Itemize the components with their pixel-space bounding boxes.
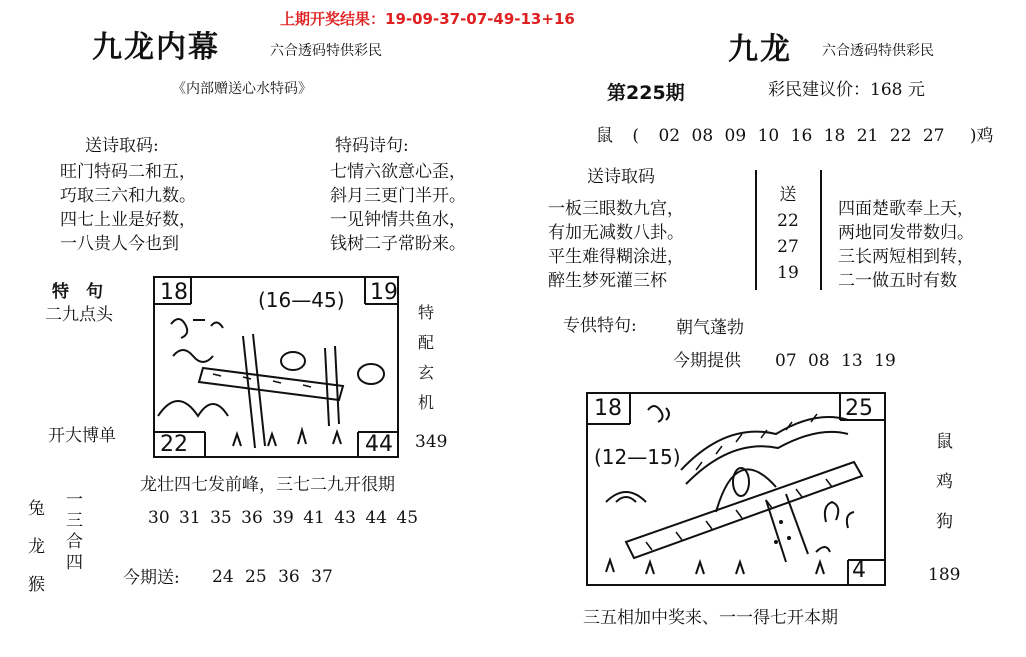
last-result-banner: 上期开奖结果：19-09-37-07-49-13+16	[280, 10, 575, 28]
poem-line: 七情六欲意心歪，	[330, 162, 466, 182]
right-subtitle: 六合透码特供彩民	[822, 43, 934, 59]
left-drawing-corner-tr: 19	[370, 280, 398, 305]
left-big-draw: 开大博单	[48, 426, 116, 446]
poem-line: 有加无减数八卦。	[548, 223, 684, 243]
left-dragon-line: 龙壮四七发前峰，三七二九开很期	[140, 475, 395, 495]
left-special-phrase: 二九点头	[45, 305, 113, 325]
poem-line: 四七上业是好数，	[60, 210, 196, 230]
right-special-phrase: 朝气蓬勃	[676, 318, 744, 338]
left-zodiac-numbers	[66, 490, 83, 574]
number: 13	[841, 351, 863, 371]
left-special-phrase-label: 特 句	[52, 282, 103, 302]
number: 18	[823, 126, 846, 146]
poem-line: 三长两短相到转，	[838, 247, 974, 267]
send-column-border-right	[820, 170, 822, 290]
left-send-poem-heading: 送诗取码:	[85, 136, 159, 156]
right-rat-row: 鼠 ( 02 08 09 10 16 18 21 22 27 )鸡	[596, 126, 994, 146]
right-title: 九龙	[728, 32, 792, 67]
left-special-poem-heading: 特码诗句:	[335, 136, 409, 156]
rooster-label: 鸡	[976, 126, 994, 146]
left-gift-label: 《内部赠送心水特码》	[172, 81, 312, 97]
match-char: 特	[417, 303, 434, 322]
left-zodiac-column	[28, 490, 45, 604]
poem-line: 平生难得糊涂进，	[548, 247, 684, 267]
left-drawing-corner-br: 44	[365, 432, 393, 457]
send-number: 19	[777, 263, 799, 283]
right-drawing-corner-tl: 18	[594, 396, 622, 421]
right-provide-label: 今期提供	[673, 351, 741, 371]
poem-line: 旺门特码二和五，	[60, 162, 196, 182]
left-subtitle: 六合透码特供彩民	[270, 43, 382, 59]
right-drawing-sketch	[586, 392, 886, 586]
right-drawing-note: (12—15)	[594, 445, 681, 469]
poem-line: 一板三眼数九宫，	[548, 199, 684, 219]
right-price: 彩民建议价：168 元	[768, 80, 925, 100]
number: 22	[889, 126, 912, 146]
poem-line: 四面楚歌奉上天，	[838, 199, 974, 219]
zodiac: 猴	[28, 575, 45, 595]
number: 09	[724, 126, 747, 146]
number: 36	[241, 508, 263, 528]
number: 31	[179, 508, 201, 528]
left-send-poem	[60, 160, 196, 256]
match-char: 玄	[417, 363, 434, 382]
left-special-poem	[330, 160, 466, 256]
left-title: 九龙内幕	[92, 30, 220, 65]
zodiac: 兔	[28, 499, 45, 519]
left-today-numbers	[212, 567, 333, 587]
left-drawing-corner-tl: 18	[160, 280, 188, 305]
right-special-phrase-label: 专供特句:	[563, 316, 637, 336]
number: 24	[212, 567, 234, 587]
right-side-zodiac-column	[936, 422, 953, 542]
zodiac-number: 一	[66, 490, 83, 510]
zodiac-number: 四	[66, 553, 83, 573]
number: 27	[922, 126, 945, 146]
right-send-column	[757, 182, 819, 286]
left-match-label	[414, 298, 438, 418]
number: 30	[148, 508, 170, 528]
right-poem-left	[548, 197, 684, 293]
number: 08	[808, 351, 830, 371]
number: 45	[396, 508, 419, 528]
poem-line: 一见钟情共鱼水，	[330, 210, 466, 230]
left-drawing-corner-bl: 22	[160, 432, 188, 457]
poem-line: 钱树二子常盼来。	[330, 234, 466, 254]
number: 25	[245, 567, 267, 587]
left-number-row	[148, 508, 418, 528]
right-bottom-line: 三五相加中奖来、一一得七开本期	[583, 608, 838, 628]
match-char: 机	[417, 393, 434, 412]
right-provide-numbers	[775, 351, 896, 371]
left-match-number: 349	[415, 432, 448, 452]
right-side-number: 189	[928, 565, 961, 585]
poem-line: 两地同发带数归。	[838, 223, 974, 243]
number: 19	[874, 351, 896, 371]
poem-line: 一八贵人今也到	[60, 234, 179, 254]
number: 08	[691, 126, 714, 146]
number: 10	[757, 126, 780, 146]
number: 44	[365, 508, 387, 528]
rat-label: 鼠	[596, 126, 613, 146]
right-drawing-corner-tr: 25	[845, 396, 873, 421]
number: 35	[210, 508, 232, 528]
zodiac: 龙	[28, 537, 45, 557]
number: 07	[775, 351, 797, 371]
number: 21	[856, 126, 879, 146]
match-char: 配	[417, 333, 434, 352]
number: 43	[334, 508, 356, 528]
zodiac-number: 合	[66, 532, 83, 552]
send-number: 27	[777, 237, 799, 257]
number: 36	[278, 567, 300, 587]
zodiac: 鸡	[936, 472, 953, 492]
number: 02	[658, 126, 681, 146]
right-issue: 第225期	[607, 82, 685, 104]
send-label: 送	[779, 185, 797, 205]
zodiac: 鼠	[936, 432, 953, 452]
send-number: 22	[777, 211, 799, 231]
right-drawing-corner-br: 4	[852, 558, 866, 583]
poem-line: 巧取三六和九数。	[60, 186, 196, 206]
zodiac: 狗	[936, 512, 953, 532]
left-today-label: 今期送:	[123, 568, 180, 588]
left-drawing-range: (16—45)	[258, 288, 345, 312]
poem-line: 二一做五时有数	[838, 271, 957, 291]
number: 37	[311, 567, 333, 587]
right-send-heading: 送诗取码	[587, 167, 655, 187]
number: 39	[272, 508, 294, 528]
zodiac-number: 三	[66, 511, 83, 531]
number: 16	[790, 126, 813, 146]
left-drawing-sketch	[153, 276, 399, 458]
right-poem-right	[838, 197, 974, 293]
poem-line: 斜月三更门半开。	[330, 186, 466, 206]
poem-line: 醉生梦死灌三杯	[548, 271, 667, 291]
number: 41	[303, 508, 325, 528]
